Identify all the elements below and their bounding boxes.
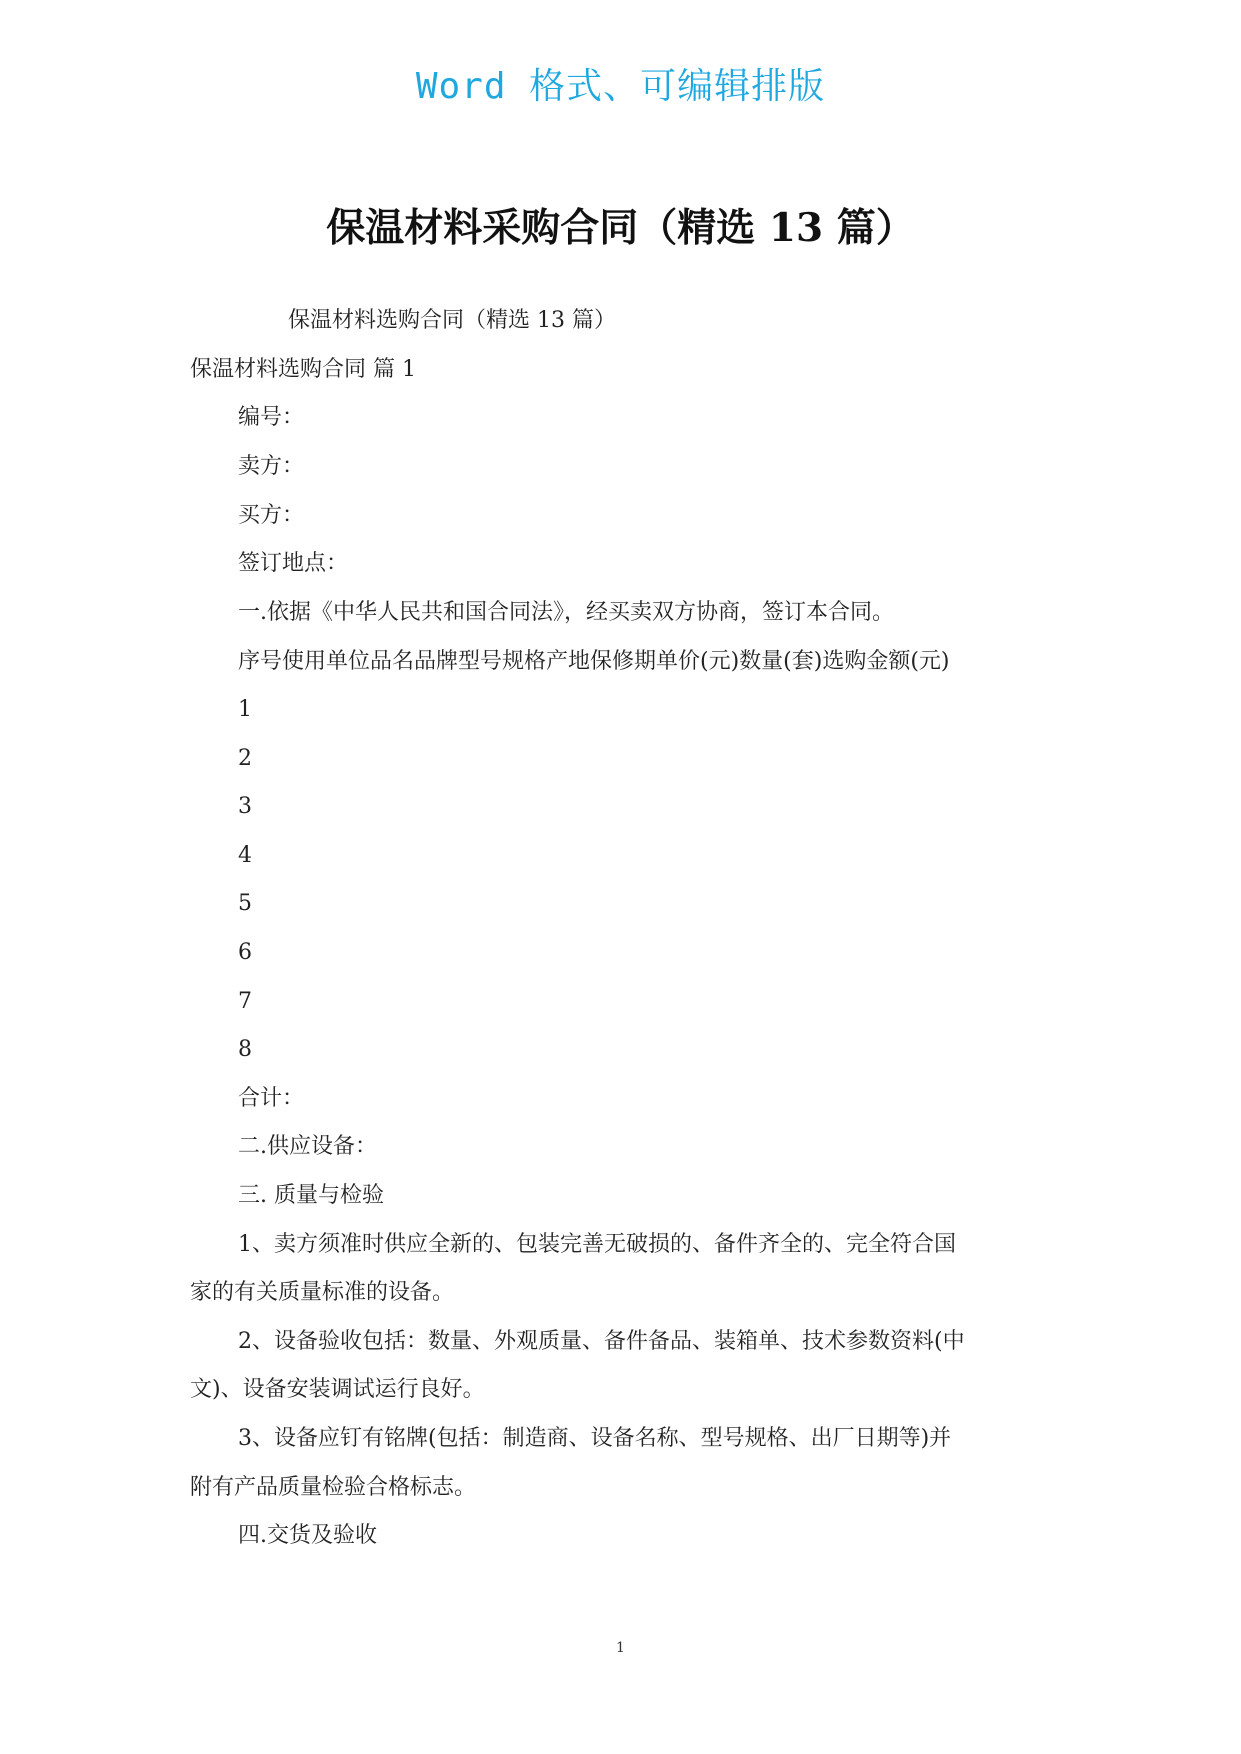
clause-3: 三. 质量与检验 <box>238 1183 384 1208</box>
table-row: 4 <box>238 843 252 868</box>
field-buyer: 买方： <box>238 503 305 528</box>
page-number: 1 <box>616 1640 625 1656</box>
field-number: 编号： <box>238 405 305 430</box>
header-banner: Word 格式、可编辑排版 <box>415 66 826 107</box>
field-seller: 卖方： <box>238 454 305 479</box>
section-heading: 保温材料选购合同 篇 1 <box>190 357 416 382</box>
table-row: 7 <box>238 989 252 1014</box>
table-header: 序号使用单位品名品牌型号规格产地保修期单价(元)数量(套)选购金额(元) <box>238 649 950 674</box>
table-row: 1 <box>238 697 252 722</box>
item-2-line-2: 文)、设备安装调试运行良好。 <box>190 1377 485 1402</box>
table-row: 2 <box>238 746 252 771</box>
field-signing-place: 签订地点： <box>238 551 349 576</box>
table-row: 8 <box>238 1037 252 1062</box>
item-3-line-2: 附有产品质量检验合格标志。 <box>190 1475 477 1500</box>
document-subtitle: 保温材料选购合同（精选 13 篇） <box>288 308 616 333</box>
table-row: 6 <box>238 940 252 965</box>
item-2-line-1: 2、设备验收包括：数量、外观质量、备件备品、装箱单、技术参数资料(中 <box>238 1329 965 1354</box>
clause-4: 四.交货及验收 <box>238 1523 377 1548</box>
item-1-line-1: 1、卖方须准时供应全新的、包装完善无破损的、备件齐全的、完全符合国 <box>238 1232 956 1257</box>
clause-1: 一.依据《中华人民共和国合同法》，经买卖双方协商，签订本合同。 <box>238 600 894 625</box>
total-label: 合计： <box>238 1086 305 1111</box>
table-row: 5 <box>238 891 252 916</box>
document-title: 保温材料采购合同（精选 13 篇） <box>326 205 915 251</box>
clause-2: 二.供应设备： <box>238 1134 377 1159</box>
table-row: 3 <box>238 794 252 819</box>
item-1-line-2: 家的有关质量标准的设备。 <box>190 1280 455 1305</box>
item-3-line-1: 3、设备应钉有铭牌(包括：制造商、设备名称、型号规格、出厂日期等)并 <box>238 1426 952 1451</box>
